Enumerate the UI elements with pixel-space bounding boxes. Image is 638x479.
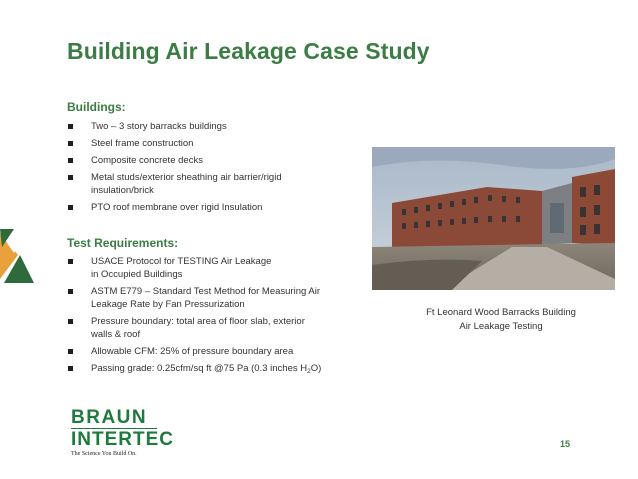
test-requirements-list (67, 255, 357, 382)
logo-line-1: BRAUN (71, 407, 148, 428)
bullet-square-icon (68, 158, 73, 163)
logo-line-2: INTERTEC (71, 429, 174, 450)
bullet-square-icon (68, 349, 73, 354)
braun-intertec-logo (71, 408, 181, 457)
list-item: ASTM E779 – Standard Test Method for Measuring Air Leakage Rate by Fan Pressurization (67, 285, 343, 311)
list-item: PTO roof membrane over rigid Insulation (67, 201, 357, 214)
photo-caption (388, 306, 614, 334)
bullet-square-icon (68, 319, 73, 324)
list-item: Allowable CFM: 25% of pressure boundary area (67, 345, 357, 358)
buildings-heading: Buildings: (67, 100, 126, 114)
barracks-building-photo (372, 147, 615, 290)
logo-tagline: The Science You Build On. (71, 451, 137, 457)
list-item: Steel frame construction (67, 137, 357, 150)
list-item: Pressure boundary: total area of floor slab, exterior walls & roof (67, 315, 311, 341)
test-requirements-heading: Test Requirements: (67, 236, 179, 250)
bullet-square-icon (68, 205, 73, 210)
page-number: 15 (560, 439, 571, 449)
bullet-square-icon (68, 366, 73, 371)
bullet-square-icon (68, 175, 73, 180)
slide-title: Building Air Leakage Case Study (67, 38, 430, 64)
bullet-square-icon (68, 259, 73, 264)
bullet-square-icon (68, 289, 73, 294)
caption-line-1: Ft Leonard Wood Barracks Building (426, 307, 576, 318)
decorative-chevron-icon (0, 225, 36, 285)
list-item: USACE Protocol for TESTING Air Leakage in Occupied Buildings (67, 255, 281, 281)
list-item: Composite concrete decks (67, 154, 357, 167)
caption-line-2: Air Leakage Testing (459, 321, 543, 332)
bullet-square-icon (68, 141, 73, 146)
list-item: Passing grade: 0.25cfm/sq ft @75 Pa (0.3 inches $H_2O$) (67, 362, 341, 378)
list-item: Two – 3 story barracks buildings (67, 120, 357, 133)
bullet-square-icon (68, 124, 73, 129)
list-item: Metal studs/exterior sheathing air barrier/rigid insulation/brick (67, 171, 331, 197)
buildings-list (67, 120, 357, 218)
